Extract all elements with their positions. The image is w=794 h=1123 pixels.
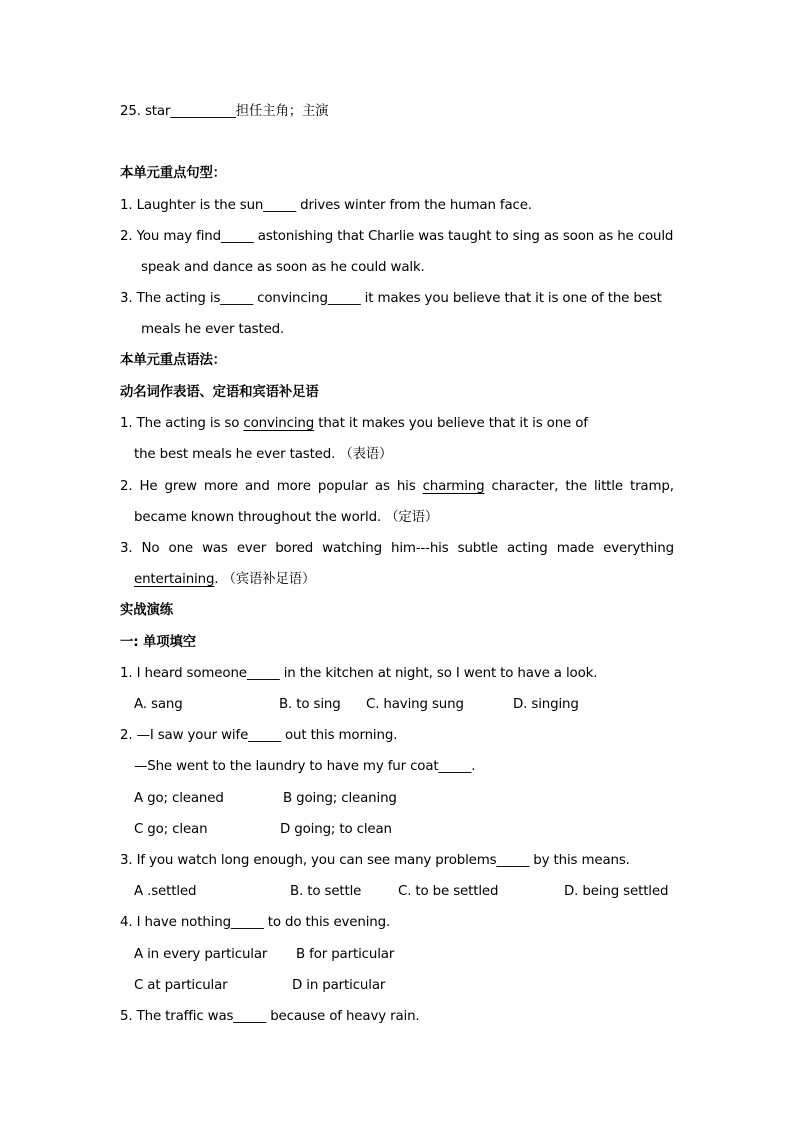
q4-option-a: A in every particular bbox=[134, 947, 268, 962]
grammar-example-3-line-2 bbox=[134, 571, 315, 589]
q2-option-a: A go; cleaned bbox=[134, 791, 224, 806]
grammar-example-2-line-2: became known throughout the world. （定语） bbox=[134, 510, 439, 525]
word: everything bbox=[603, 541, 674, 556]
word: was bbox=[202, 541, 228, 556]
question-4: 4. I have nothing_____ to do this evening. bbox=[120, 915, 391, 930]
pattern-2-line-1: 2. You may find_____ astonishing that Charlie was taught to sing as soon as he could bbox=[120, 229, 674, 244]
word: one bbox=[168, 541, 193, 556]
patterns-heading: 本单元重点句型： bbox=[120, 166, 226, 181]
word: subtle bbox=[457, 541, 498, 556]
question-3: 3. If you watch long enough, you can see many problems_____ by this means. bbox=[120, 853, 630, 868]
underlined-word: entertaining bbox=[134, 572, 215, 587]
grammar-example-3-line-1 bbox=[120, 540, 674, 558]
q3-option-c: C. to be settled bbox=[398, 884, 499, 899]
section-single-choice: 一: 单项填空 bbox=[120, 635, 196, 650]
item-25: 25. star__________担任主角；主演 bbox=[120, 104, 329, 119]
grammar-example-1-line-1 bbox=[120, 415, 588, 433]
word: him---his bbox=[390, 541, 449, 556]
word: No bbox=[141, 541, 160, 556]
q4-option-d: D in particular bbox=[292, 978, 386, 993]
pattern-3-line-2: meals he ever tasted. bbox=[141, 322, 285, 337]
word: his bbox=[396, 479, 416, 494]
q1-option-d: D. singing bbox=[513, 697, 579, 712]
pattern-2-line-2: speak and dance as soon as he could walk. bbox=[141, 260, 425, 275]
word: acting bbox=[506, 541, 548, 556]
q4-option-b: B for particular bbox=[296, 947, 395, 962]
word: more bbox=[276, 479, 311, 494]
word: and bbox=[244, 479, 270, 494]
word: He bbox=[139, 479, 158, 494]
question-1: 1. I heard someone_____ in the kitchen at night, so I went to have a look. bbox=[120, 666, 598, 681]
word: grew bbox=[164, 479, 197, 494]
grammar-topic: 动名词作表语、定语和宾语补足语 bbox=[120, 385, 319, 400]
underlined-word: convincing bbox=[243, 416, 315, 431]
q2-option-d: D going; to clean bbox=[280, 822, 392, 837]
word: more bbox=[203, 479, 238, 494]
word: ever bbox=[236, 541, 267, 556]
word: character, bbox=[491, 479, 559, 494]
word: watching bbox=[322, 541, 382, 556]
q3-option-d: D. being settled bbox=[564, 884, 669, 899]
pattern-3-line-1: 3. The acting is_____ convincing_____ it makes you believe that it is one of the best bbox=[120, 291, 662, 306]
q1-option-a: A. sang bbox=[134, 697, 183, 712]
q1-option-c: C. having sung bbox=[366, 697, 464, 712]
q1-option-b: B. to sing bbox=[279, 697, 341, 712]
grammar-example-1-pre: 1. The acting is so bbox=[120, 416, 244, 431]
word: 3. bbox=[120, 541, 133, 556]
question-2-line-1: 2. —I saw your wife_____ out this morning. bbox=[120, 728, 398, 743]
q2-option-b: B going; cleaning bbox=[283, 791, 397, 806]
grammar-example-2-line-1 bbox=[120, 478, 674, 496]
grammar-heading: 本单元重点语法： bbox=[120, 353, 226, 368]
grammar-example-1-line-2: the best meals he ever tasted. （表语） bbox=[134, 447, 393, 462]
word: as bbox=[374, 479, 390, 494]
underlined-word: charming bbox=[422, 479, 485, 494]
word: the bbox=[565, 479, 587, 494]
word: tramp, bbox=[629, 479, 674, 494]
pattern-1: 1. Laughter is the sun_____ drives winter from the human face. bbox=[120, 198, 532, 213]
q2-option-c: C go; clean bbox=[134, 822, 208, 837]
word: popular bbox=[317, 479, 368, 494]
word: made bbox=[556, 541, 595, 556]
word: little bbox=[593, 479, 623, 494]
word: 2. bbox=[120, 479, 133, 494]
question-2-line-2: —She went to the laundry to have my fur coat_____. bbox=[134, 759, 476, 774]
q3-option-a: A .settled bbox=[134, 884, 197, 899]
grammar-example-3-post: . （宾语补足语） bbox=[214, 572, 316, 587]
q4-option-c: C at particular bbox=[134, 978, 228, 993]
question-5: 5. The traffic was_____ because of heavy rain. bbox=[120, 1009, 420, 1024]
practice-heading: 实战演练 bbox=[120, 603, 173, 618]
word: bored bbox=[275, 541, 314, 556]
q3-option-b: B. to settle bbox=[290, 884, 362, 899]
grammar-example-1-post: that it makes you believe that it is one of bbox=[314, 416, 588, 431]
